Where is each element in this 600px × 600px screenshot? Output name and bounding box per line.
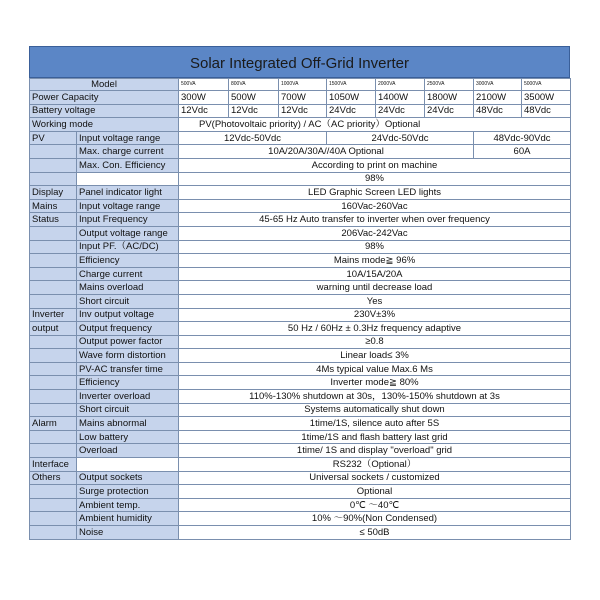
- section-spacer: [30, 349, 77, 363]
- blank-cell: [77, 172, 179, 186]
- spec-label: Input PF.（AC/DC): [77, 240, 179, 254]
- spec-label: Input Frequency: [77, 213, 179, 227]
- power-cell: 1800W: [425, 91, 474, 105]
- model-cell: 3000VA: [474, 79, 522, 91]
- spec-label: Mains abnormal: [77, 417, 179, 431]
- spec-label: Input voltage range: [77, 199, 179, 213]
- section-spacer: [30, 362, 77, 376]
- spec-value: 0℃ 〜40℃: [179, 498, 571, 512]
- power-cell: 1050W: [327, 91, 376, 105]
- spec-label: Ambient humidity: [77, 512, 179, 526]
- display-row: [30, 186, 571, 200]
- model-cell: 1000VA: [279, 79, 327, 91]
- model-cell: 800VA: [229, 79, 279, 91]
- section-spacer: [30, 281, 77, 295]
- section-spacer: [30, 226, 77, 240]
- spec-label: Inv output voltage: [77, 308, 179, 322]
- others-row: [30, 526, 571, 540]
- section-spacer: [30, 430, 77, 444]
- display-panel-label: Panel indicator light: [77, 186, 179, 200]
- spec-label: Low battery: [77, 430, 179, 444]
- pv-charge-row: [30, 145, 571, 159]
- section-spacer: [30, 172, 77, 186]
- others-row: [30, 512, 571, 526]
- spec-label: Output sockets: [77, 471, 179, 485]
- spec-value: 230V±3%: [179, 308, 571, 322]
- spec-label: Inverter overload: [77, 390, 179, 404]
- pv-section-label: PV: [30, 131, 77, 145]
- mains-section-label: Mains: [30, 199, 77, 213]
- section-spacer: [30, 335, 77, 349]
- battery-cell: 48Vdc: [522, 104, 571, 118]
- pv-input-value-b: 24Vdc-50Vdc: [327, 131, 474, 145]
- spec-label: Surge protection: [77, 485, 179, 499]
- power-cell: 300W: [179, 91, 229, 105]
- interface-row: [30, 458, 571, 472]
- spec-label: Output frequency: [77, 322, 179, 336]
- section-spacer: [30, 145, 77, 159]
- section-spacer: [30, 444, 77, 458]
- spec-value: Yes: [179, 294, 571, 308]
- working-mode-value: PV(Photovoltaic priority) / AC（AC priority）Optional: [179, 118, 571, 132]
- mains-row: [30, 267, 571, 281]
- spec-value: Universal sockets / customized: [179, 471, 571, 485]
- spec-label: Efficiency: [77, 376, 179, 390]
- mains-row: [30, 254, 571, 268]
- spec-value: 1time/1S, silence auto after 5S: [179, 417, 571, 431]
- spec-label: Output voltage range: [77, 226, 179, 240]
- mains-section-label-2: Status: [30, 213, 77, 227]
- mains-row: [30, 294, 571, 308]
- spec-value: 160Vac-260Vac: [179, 199, 571, 213]
- spec-value: ≤ 50dB: [179, 526, 571, 540]
- spec-value: 110%-130% shutdown at 30s，130%-150% shutdown at 3s: [179, 390, 571, 404]
- alarm-row: [30, 430, 571, 444]
- model-label: Model: [30, 79, 179, 91]
- alarm-row: [30, 417, 571, 431]
- spec-label: Efficiency: [77, 254, 179, 268]
- mains-row: [30, 199, 571, 213]
- spec-label: Overload: [77, 444, 179, 458]
- inverter-row: [30, 335, 571, 349]
- section-spacer: [30, 403, 77, 417]
- battery-cell: 12Vdc: [229, 104, 279, 118]
- pv-charge-label: Max. charge current: [77, 145, 179, 159]
- spec-value: 50 Hz / 60Hz ± 0.3Hz frequency adaptive: [179, 322, 571, 336]
- inverter-row: [30, 403, 571, 417]
- model-row: [30, 79, 571, 91]
- mains-row: [30, 226, 571, 240]
- pv-charge-value-a: 10A/20A/30A//40A Optional: [179, 145, 474, 159]
- sheet-title: Solar Integrated Off-Grid Inverter: [29, 46, 570, 78]
- spec-table: [29, 78, 571, 540]
- battery-cell: 12Vdc: [279, 104, 327, 118]
- mains-row: [30, 240, 571, 254]
- spec-value: Optional: [179, 485, 571, 499]
- pv-efficiency-label: Max. Con. Efficiency: [77, 158, 179, 172]
- section-spacer: [30, 512, 77, 526]
- working-mode-row: [30, 118, 571, 132]
- spec-value: Mains mode≧ 96%: [179, 254, 571, 268]
- power-cell: 700W: [279, 91, 327, 105]
- interface-section-label: Interface: [30, 458, 77, 472]
- battery-cell: 12Vdc: [179, 104, 229, 118]
- power-row: [30, 91, 571, 105]
- battery-cell: 24Vdc: [327, 104, 376, 118]
- model-cell: 2000VA: [376, 79, 425, 91]
- spec-sheet: [29, 46, 570, 540]
- spec-value: 206Vac-242Vac: [179, 226, 571, 240]
- spec-value: ≥0.8: [179, 335, 571, 349]
- working-mode-label: Working mode: [30, 118, 179, 132]
- battery-cell: 24Vdc: [376, 104, 425, 118]
- section-spacer: [30, 390, 77, 404]
- spec-label: PV-AC transfer time: [77, 362, 179, 376]
- section-spacer: [30, 240, 77, 254]
- mains-row: [30, 213, 571, 227]
- spec-value: 98%: [179, 240, 571, 254]
- spec-value: 1time/ 1S and display "overload" grid: [179, 444, 571, 458]
- pv-input-value-a: 12Vdc-50Vdc: [179, 131, 327, 145]
- power-label: Power Capacity: [30, 91, 179, 105]
- pv-input-value-c: 48Vdc-90Vdc: [474, 131, 571, 145]
- pv-efficiency-row-2: [30, 172, 571, 186]
- power-cell: 3500W: [522, 91, 571, 105]
- inverter-section-label: Inverter: [30, 308, 77, 322]
- alarm-section-label: Alarm: [30, 417, 77, 431]
- spec-value: 10% ～90%(Non Condensed): [179, 512, 571, 526]
- battery-cell: 24Vdc: [425, 104, 474, 118]
- spec-value: 10A/15A/20A: [179, 267, 571, 281]
- spec-value: Inverter mode≧ 80%: [179, 376, 571, 390]
- power-cell: 2100W: [474, 91, 522, 105]
- pv-efficiency-value-1: According to print on machine: [179, 158, 571, 172]
- pv-efficiency-value-2: 98%: [179, 172, 571, 186]
- inverter-row: [30, 349, 571, 363]
- spec-label: Short circuit: [77, 403, 179, 417]
- spec-value: 45-65 Hz Auto transfer to inverter when over frequency: [179, 213, 571, 227]
- others-row: [30, 485, 571, 499]
- spec-value: warning until decrease load: [179, 281, 571, 295]
- model-cell: 500VA: [179, 79, 229, 91]
- section-spacer: [30, 254, 77, 268]
- section-spacer: [30, 294, 77, 308]
- spec-value: Linear load≤ 3%: [179, 349, 571, 363]
- spec-value: 1time/1S and flash battery last grid: [179, 430, 571, 444]
- inverter-row: [30, 322, 571, 336]
- battery-row: [30, 104, 571, 118]
- spec-label: Output power factor: [77, 335, 179, 349]
- battery-label: Battery voltage: [30, 104, 179, 118]
- display-section-label: Display: [30, 186, 77, 200]
- inverter-row: [30, 376, 571, 390]
- spec-label: Mains overload: [77, 281, 179, 295]
- section-spacer: [30, 267, 77, 281]
- battery-cell: 48Vdc: [474, 104, 522, 118]
- model-cell: 5000VA: [522, 79, 571, 91]
- blank-cell: [77, 458, 179, 472]
- model-cell: 1500VA: [327, 79, 376, 91]
- section-spacer: [30, 376, 77, 390]
- pv-efficiency-row: [30, 158, 571, 172]
- spec-label: Noise: [77, 526, 179, 540]
- display-panel-value: LED Graphic Screen LED lights: [179, 186, 571, 200]
- power-cell: 500W: [229, 91, 279, 105]
- others-section-label: Others: [30, 471, 77, 485]
- mains-row: [30, 281, 571, 295]
- interface-value: RS232（Optional）: [179, 458, 571, 472]
- others-row: [30, 498, 571, 512]
- pv-charge-value-b: 60A: [474, 145, 571, 159]
- inverter-row: [30, 390, 571, 404]
- section-spacer: [30, 158, 77, 172]
- spec-value: 4Ms typical value Max.6 Ms: [179, 362, 571, 376]
- section-spacer: [30, 498, 77, 512]
- spec-label: Charge current: [77, 267, 179, 281]
- spec-label: Ambient temp.: [77, 498, 179, 512]
- spec-label: Wave form distortion: [77, 349, 179, 363]
- alarm-row: [30, 444, 571, 458]
- spec-value: Systems automatically shut down: [179, 403, 571, 417]
- others-row: [30, 471, 571, 485]
- model-cell: 2500VA: [425, 79, 474, 91]
- inverter-row: [30, 362, 571, 376]
- section-spacer: [30, 485, 77, 499]
- section-spacer: [30, 526, 77, 540]
- power-cell: 1400W: [376, 91, 425, 105]
- pv-input-label: Input voltage range: [77, 131, 179, 145]
- inverter-section-label-2: output: [30, 322, 77, 336]
- inverter-row: [30, 308, 571, 322]
- pv-input-row: [30, 131, 571, 145]
- spec-label: Short circuit: [77, 294, 179, 308]
